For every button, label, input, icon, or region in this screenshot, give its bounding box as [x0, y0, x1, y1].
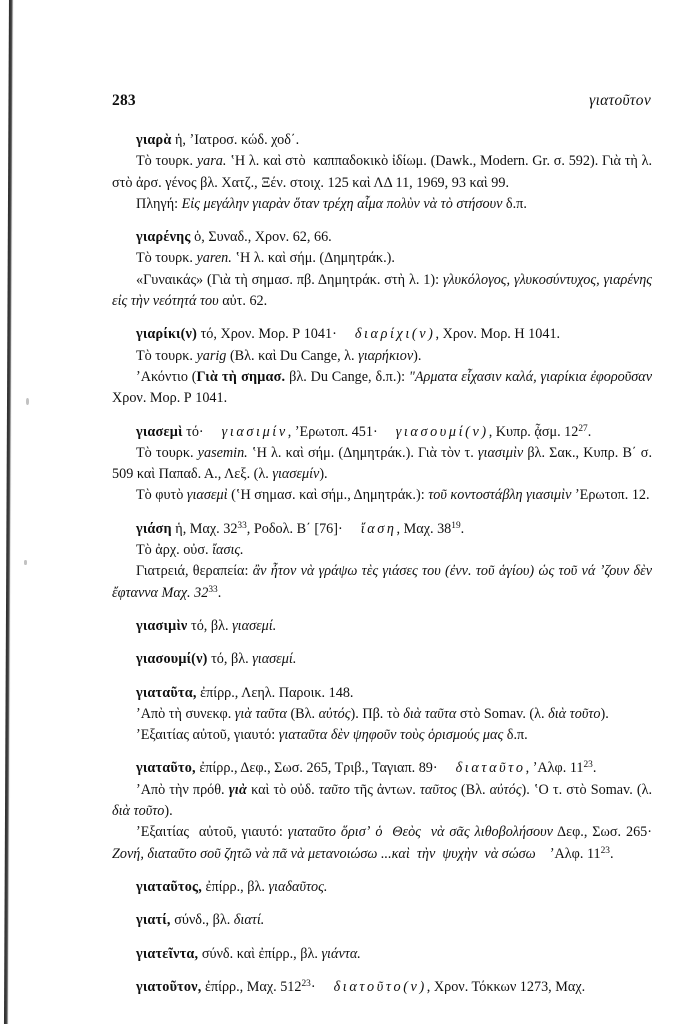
sense-tail: ).	[164, 803, 173, 820]
headword: γιατί,	[136, 912, 171, 929]
dictionary-entry	[112, 910, 652, 931]
variant-source: , ʼΕρωτοπ. 451·	[287, 423, 378, 440]
dictionary-entry	[112, 616, 652, 637]
variant-form: γιασουμί(ν)	[395, 423, 489, 440]
entry-citation: ʼΕξαιτίας αὐτοῦ, γιαυτό: γιαταῦτα δὲν ψηφοῦν τοὺς ὁρισμούς μας δ.π.	[136, 727, 528, 744]
headword: γιασιμὶν	[136, 617, 188, 634]
cross-reference: γιασεμί.	[252, 651, 297, 668]
citation-number: 11	[586, 845, 601, 862]
dictionary-entry	[112, 758, 652, 864]
variant-source: , Χρον. Τόκκων 1273, Μαχ.	[426, 978, 586, 995]
entry-headword-line	[112, 977, 652, 998]
citation-quote: ἂν ἦτον νὰ γράψω τὲς γιάσες του (ἐνν. τοῦ ἁγίου) ὡς τοῦ νά ʼζουν δὲν ἔφταννα Μαχ. 32	[112, 563, 652, 601]
citation-quote: γλυκόλογος, γλυκοσύντυχος, γιαρένης εἰς τὴν νεότητά του	[112, 271, 653, 310]
citation-tail: .	[217, 584, 222, 601]
citation-superscript: 19	[451, 520, 461, 531]
headword: γιαρὰ	[136, 132, 172, 148]
scan-speck	[24, 560, 27, 565]
lexicon-body	[112, 130, 652, 998]
citation-superscript: 23	[600, 845, 610, 856]
entry-citation: «Γυναικάς» (Γιὰ τὴ σημασ. πβ. Δημητράκ. στὴ λ. 1): γλυκόλογος, γλυκοσύντυχος, γιαρένης εἰς τὴν νεότητά του αὐτ. 62.	[112, 271, 653, 310]
headword-detail: τό, βλ.	[187, 617, 233, 634]
citation-superscript: 27	[578, 423, 588, 434]
note-label: Γιὰ τὴ σημασ.	[196, 368, 286, 385]
citation-quote-2: Ζονή, διαταῦτο σοῦ ζητῶ νὰ πᾶ νὰ μετανοιώσω ...καὶ τὴν ψυχὴν νὰ σώσω	[112, 845, 536, 862]
entry-headword-line	[112, 130, 652, 151]
variant-form: διαταῦτο	[455, 760, 526, 777]
sense-continuation: (λ.	[636, 781, 653, 798]
headword-detail: τό, Χρον. Μορ. Ρ 1041·	[197, 326, 337, 343]
citation-superscript: 23	[583, 760, 593, 771]
entry-citation: Τὸ φυτὸ γιασεμὶ (ʽΗ σημασ. καὶ σήμ., Δημητράκ.): τοῦ κοντοστάβλη γιασιμὶν ʼΕρωτοπ. 12.	[136, 487, 650, 504]
variant-source: , Χρον. Μορ. Η 1041.	[435, 326, 561, 343]
phrase-form: γιὰ ταῦτα	[234, 705, 287, 722]
pronoun-form: ταῦτος	[419, 781, 457, 798]
citation-quote: "Αρματα εἶχασιν καλά, γιαρίκια ἐφοροῦσαν	[408, 368, 653, 385]
cross-reference: διατί.	[233, 912, 265, 929]
scan-speck	[26, 398, 29, 405]
citation-tail: .	[609, 845, 614, 862]
headword: γιαρένης	[136, 229, 191, 246]
dictionary-entry	[112, 227, 652, 312]
variant-form: γιασιμὶν	[477, 444, 524, 461]
citation-continuation: 265·	[625, 824, 652, 841]
entry-headword-line	[112, 683, 652, 704]
headword-detail: σύνδ. καὶ ἐπίρρ., βλ.	[198, 945, 322, 962]
dictionary-entry	[112, 519, 652, 604]
ancient-form: ἴασις.	[212, 542, 244, 559]
dictionary-entry	[112, 944, 652, 965]
variant-form: γιασιμίν	[221, 423, 288, 440]
dictionary-entry	[112, 649, 652, 670]
variant-form: διαρίχι(ν)	[354, 326, 436, 343]
cross-reference: γιασεμί.	[232, 617, 277, 634]
entry-headword-line	[112, 227, 652, 248]
foreign-etymon: yasemin.	[197, 444, 248, 461]
headword: γιατοῦτον,	[136, 978, 202, 995]
headword: γιαταῦτο,	[136, 760, 196, 777]
cross-reference: γιαδαῦτος.	[268, 878, 328, 895]
headword-detail: ἐπίρρ., Λεηλ. Παροικ. 148.	[196, 684, 354, 701]
entry-headword-line	[112, 324, 652, 345]
headword-detail: ἡ, Μαχ. 32	[171, 520, 238, 537]
headword-detail: ἐπίρρ., βλ.	[201, 878, 269, 895]
headword-detail: ἐπίρρ., Δεφ., Σωσ. 265, Τριβ., Ταγιαπ. 89·	[195, 760, 438, 777]
headword-detail: ἐπίρρ., Μαχ. 512	[201, 978, 302, 995]
headword-detail-2: ·	[310, 978, 316, 995]
neuter-form: ταῦτο	[318, 781, 350, 798]
citation-quote: γιαταῦτο ὅρισʼ ὁ Θεὸς νὰ σᾶς λιθοβολήσουν	[287, 824, 553, 841]
variant-source: , Κυπρ. ᾆσμ. 12	[488, 423, 579, 440]
entry-headword-line	[112, 519, 652, 540]
phrase-form: διὰ ταῦτα	[403, 705, 457, 722]
citation-quote: τοῦ κοντοστάβλη γιασιμὶν	[428, 487, 572, 504]
dictionary-entry	[112, 324, 652, 409]
variant-form: ἴαση	[360, 520, 397, 537]
entry-headword-line	[112, 649, 652, 670]
entry-sense: ʼΑπὸ τὴν πρόθ. γιὰ καὶ τὸ οὐδ. ταῦτο τῆς ἀντων. ταῦτος (Βλ. αὐτός). ʽΟ τ. στὸ Somav. (λ. διὰ τοῦτο).	[112, 781, 653, 820]
phrase-form: διὰ τοῦτο	[112, 803, 165, 820]
headword: γιαταῦτος,	[136, 878, 202, 895]
citation-quote: Εἰς μεγάλην γιαρὰν ὅταν τρέχη αἷμα πολὺν νὰ τὸ στήσουν	[181, 195, 503, 212]
cross-reference: αὐτός	[318, 705, 351, 722]
entry-sense: ʼΑπὸ τὴ συνεκφ. γιὰ ταῦτα (Βλ. αὐτός). Πβ. τὸ διὰ ταῦτα στὸ Somav. (λ. διὰ τοῦτο).	[136, 705, 609, 722]
headword: γιαρίκι(ν)	[136, 326, 198, 343]
variant-source: , ʼΑλφ. 11	[525, 760, 584, 777]
dictionary-entry	[112, 683, 652, 747]
entry-headword-line	[112, 910, 652, 931]
variant-form: διατοῦτο(ν)	[333, 978, 427, 995]
entry-headword-line	[112, 616, 652, 637]
entry-headword-line	[112, 877, 652, 898]
variant-form: γιασεμίν	[272, 466, 320, 483]
foreign-etymon: yaren.	[196, 250, 232, 267]
headword-tail: .	[460, 520, 465, 537]
phrase-form: διὰ τοῦτο	[548, 705, 601, 722]
dictionary-entry	[112, 977, 652, 998]
dictionary-entry	[112, 877, 652, 898]
running-head: γιατοῦτον	[589, 92, 651, 109]
headword-tail: .	[587, 423, 592, 440]
citation-continuation: δὲν ἔφταννα Μαχ. 32	[112, 563, 652, 601]
entry-headword-line	[112, 758, 652, 779]
folio-number: 283	[112, 92, 136, 109]
cross-reference: γιαρήκιον	[358, 347, 414, 364]
headword-tail: .	[592, 760, 597, 777]
headword: γιασουμί(ν)	[136, 651, 208, 668]
headword-detail: τό·	[182, 423, 204, 440]
entry-sense: Τὸ τουρκ. yarig (Βλ. καὶ Du Cange, λ. γιαρήκιον).	[136, 347, 422, 364]
entry-sense: Τὸ ἀρχ. οὐσ. ἴασις.	[136, 542, 244, 559]
headword: γιάση	[136, 520, 172, 537]
headword-detail-2: , Ροδολ. Β΄ [76]·	[246, 520, 343, 537]
entry-sense: Τὸ τουρκ. yaren. ʽΗ λ. καὶ σήμ. (Δημητράκ.).	[136, 250, 395, 267]
entry-citation: ʼΕξαιτίας αὐτοῦ, γιαυτό: γιαταῦτο ὅρισʼ ὁ Θεὸς νὰ σᾶς λιθοβολήσουν Δεφ., Σωσ. 265· Ζονή, διαταῦτο σοῦ ζητῶ νὰ πᾶ νὰ μετανοιώσω ...καὶ τὴν ψυχὴν νὰ σώσω ʼΑλφ. $11^{23}$.	[112, 824, 652, 862]
headword-detail: σύνδ., βλ.	[170, 912, 234, 929]
entry-sense: Τὸ τουρκ. yasemin. ʽΗ λ. καὶ σήμ. (Δημητράκ.). Γιὰ τὸν τ. γιασιμὶν βλ. Σακ., Κυπρ. Β΄ σ. 509 καὶ Παπαδ. Α., Λεξ. (λ. γιασεμίν).	[112, 444, 652, 483]
page-header	[112, 92, 651, 112]
foreign-etymon: yarig	[196, 347, 227, 364]
entry-sense: Τὸ τουρκ. yara. ʽΗ λ. καὶ στὸ καππαδοκικὸ ἰδίωμ. (Dawk., Modern. Gr. σ. 592). Γιὰ τὴ λ. στὸ ἀρσ. γένος βλ. Χατζ., Ξέν. στοιχ. 125 καὶ ΛΔ 11, 1969, 93 καὶ 99.	[112, 153, 653, 191]
dictionary-entry	[112, 130, 652, 215]
cross-reference: αὐτός	[489, 781, 522, 798]
headword-detail: τό, βλ.	[207, 651, 253, 668]
preposition-form: γιὰ	[228, 781, 247, 798]
headword-italic: γιασεμὶ	[186, 487, 228, 504]
headword-detail: ὁ, Συναδ., Χρον. 62, 66.	[190, 229, 332, 246]
foreign-etymon: yara.	[196, 153, 227, 170]
headword-detail: ἡ, ʼΙατροσ. κώδ. χοδ΄.	[171, 132, 300, 148]
citation-quote: γιαταῦτα δὲν ψηφοῦν τοὺς ὁρισμούς μας	[278, 727, 504, 744]
citation-superscript: 33	[237, 520, 247, 531]
variant-source: , Μαχ. 38	[396, 520, 452, 537]
citation-superscript: 23	[301, 978, 311, 989]
entry-citation: Γιατρειά, θεραπεία: ἂν ἦτον νὰ γράψω τὲς γιάσες του (ἐνν. τοῦ ἁγίου) ὡς τοῦ νά ʼζουν δὲν ἔφταννα Μαχ. $32^{33}$.	[112, 563, 652, 601]
entry-headword-line	[112, 944, 652, 965]
headword: γιατεῖντα,	[136, 945, 199, 962]
entry-citation: Πληγή: Εἰς μεγάλην γιαρὰν ὅταν τρέχη αἷμα πολὺν νὰ τὸ στήσουν δ.π.	[136, 195, 527, 212]
entry-citation: ʼΑκόντιο (Γιὰ τὴ σημασ. βλ. Du Cange, δ.π.): "Αρματα εἶχασιν καλά, γιαρίκια ἐφοροῦσαν Χρον. Μορ. Ρ 1041.	[112, 368, 653, 407]
citation-superscript: 33	[208, 584, 218, 595]
headword: γιαταῦτα,	[136, 684, 197, 701]
entry-headword-line	[112, 422, 652, 443]
headword: γιασεμὶ	[136, 423, 183, 440]
dictionary-entry	[112, 422, 652, 507]
cross-reference: γιάντα.	[321, 945, 361, 962]
